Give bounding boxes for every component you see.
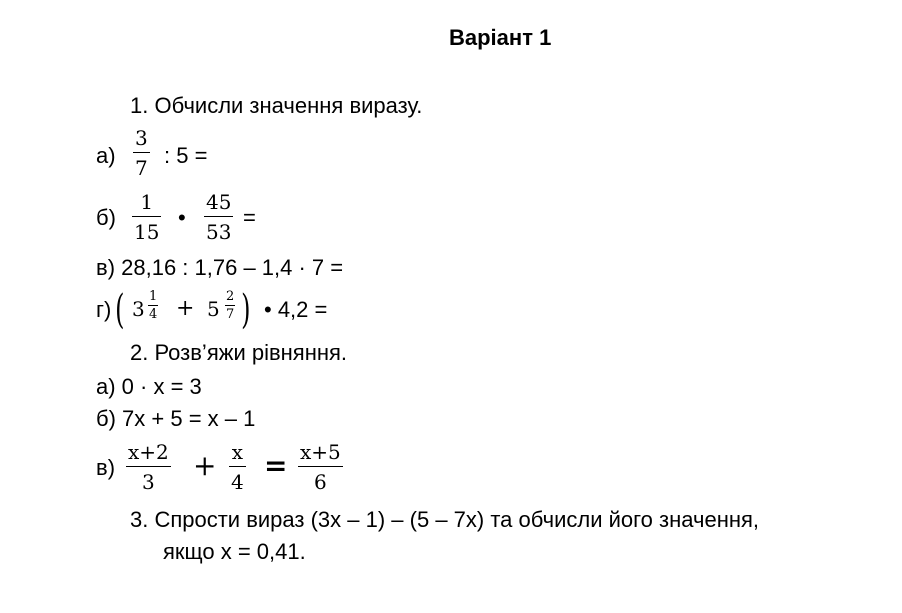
task2v-numerator3: x+5 [300, 440, 341, 464]
task3-line1: 3. Спрости вираз (3х – 1) – (5 – 7х) та обчисли його значення, [130, 507, 760, 532]
task1g-fraction1 [148, 290, 158, 321]
task1g-paren-open: ( [115, 287, 125, 333]
task1b-numerator2: 45 [206, 190, 232, 214]
task1a-rest: : 5 = [164, 143, 208, 168]
task3-line2: якщо х = 0,41. [163, 539, 306, 564]
task1g-fraction2 [225, 290, 235, 321]
task1g-denominator1: 4 [149, 307, 158, 322]
task1b-rest: = [243, 205, 256, 230]
task2a-equation: а) 0 · х = 3 [96, 374, 202, 399]
task2v-denominator2: 4 [231, 470, 244, 494]
task1g-operator: + [176, 296, 195, 321]
task1a-fraction [133, 126, 150, 178]
task1g-rest: • 4,2 = [264, 297, 328, 322]
task1g-label: г) [96, 297, 112, 322]
task1-heading: 1. Обчисли значення виразу. [130, 93, 423, 118]
task1g-paren-close: ) [241, 287, 251, 333]
task1g-whole2: 5 [207, 297, 220, 321]
task1b-operator: • [178, 205, 186, 230]
task2v-numerator1: x+2 [128, 440, 169, 464]
task2v-equals: = [264, 449, 288, 482]
task2v-operator: + [193, 449, 217, 482]
task1g-numerator1: 1 [149, 289, 158, 304]
task2v-label: в) [96, 455, 116, 480]
task1g-denominator2: 7 [226, 307, 235, 322]
task1b-numerator1: 1 [140, 190, 154, 214]
task1a-label: а) [96, 143, 116, 168]
task2v-fraction2 [229, 440, 246, 492]
task2v-denominator3: 6 [314, 470, 327, 494]
task1b-label: б) [96, 205, 116, 230]
task2b-equation: б) 7х + 5 = х – 1 [96, 406, 256, 431]
task1b-fraction2 [204, 190, 233, 242]
task1g-numerator2: 2 [226, 289, 235, 304]
task1b-denominator1: 15 [134, 220, 160, 244]
task2v-denominator1: 3 [142, 470, 155, 494]
page-title: Варіант 1 [449, 25, 552, 50]
task1b-denominator2: 53 [206, 220, 232, 244]
task1v-expression: в) 28,16 : 1,76 – 1,4 · 7 = [96, 255, 344, 280]
task1a-numerator: 3 [135, 126, 148, 150]
task1g-whole1: 3 [132, 297, 145, 321]
task2v-numerator2: x [231, 440, 243, 464]
task1a-denominator: 7 [135, 156, 148, 180]
task1b-fraction1 [132, 190, 161, 242]
task2v-fraction3 [298, 440, 343, 492]
task2-heading: 2. Розв’яжи рівняння. [130, 340, 348, 365]
task2v-fraction1 [126, 440, 171, 492]
